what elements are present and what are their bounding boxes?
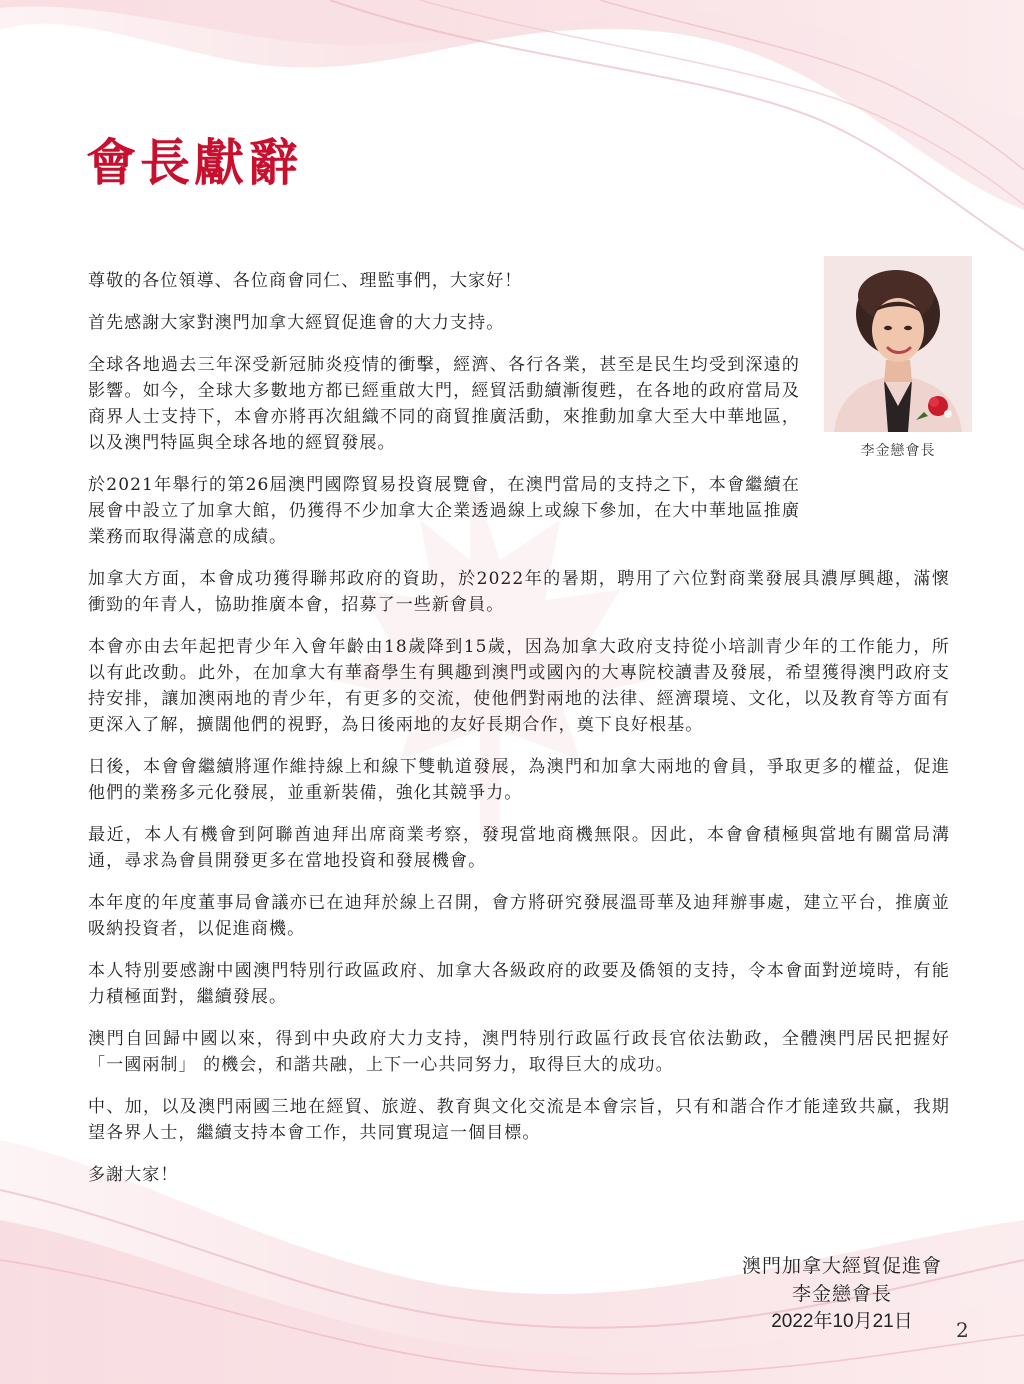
paragraph-pandemic: 全球各地過去三年深受新冠肺炎疫情的衝擊，經濟、各行各業，甚至是民生均受到深遠的影響。如今，全球大多數地方都已經重啟大門，經貿活動續漸復甦，在各地的政府當局及商界人士支持下，本會亦將再次組織不同的商貿推廣活動，來推動加拿大至大中華地區，以及澳門特區與全球各地的經貿發展。 <box>88 355 800 453</box>
page-number: 2 <box>956 1318 969 1342</box>
paragraph-greeting: 尊敬的各位領導、各位商會同仁、理監事們，大家好！ <box>88 271 523 291</box>
signature-block <box>742 1252 942 1336</box>
paragraph-dubai-visit: 最近，本人有機會到阿聯酋迪拜出席商業考察，發現當地商機無限。因此，本會會積極與當地有關當局溝通，尋求為會員開發更多在當地投資和發展機會。 <box>88 825 950 871</box>
message-body <box>88 268 950 1204</box>
page-title: 會長獻辭 <box>86 133 302 192</box>
signature-date: 2022年10月21日 <box>771 1311 913 1332</box>
paragraph-expo: 於2021年舉行的第26屆澳門國際貿易投資展覽會，在澳門當局的支持之下，本會繼續在展會中設立了加拿大館，仍獲得不少加拿大企業透過線上或線下參加，在大中華地區推廣業務而取得滿意的成績。 <box>88 475 800 547</box>
president-photo <box>824 256 972 432</box>
paragraph-canada-funding: 加拿大方面，本會成功獲得聯邦政府的資助，於2022年的暑期，聘用了六位對商業發展具濃厚興趣，滿懷衝勁的年青人，協助推廣本會，招募了一些新會員。 <box>88 569 950 615</box>
paragraph-closing: 多謝大家！ <box>88 1165 179 1185</box>
signature-name: 李金戀會長 <box>791 1283 892 1305</box>
photo-caption: 李金戀會長 <box>860 443 936 459</box>
paragraph-youth: 本會亦由去年起把青少年入會年齡由18歲降到15歲，因為加拿大政府支持從小培訓青少年的工作能力，所以有此改動。此外，在加拿大有華裔學生有興趣到澳門或國內的大專院校讀書及發展，希望獲得澳門政府支持安排，讓加澳兩地的青少年，有更多的交流，使他們對兩地的法律、經濟環境、文化，以及教育等方面有更深入了解，擴闊他們的視野，為日後兩地的友好長期合作，奠下良好根基。 <box>88 637 950 735</box>
paragraph-future: 日後，本會會繼續將運作維持線上和線下雙軌道發展，為澳門和加拿大兩地的會員，爭取更多的權益，促進他們的業務多元化發展，並重新裝備，強化其競爭力。 <box>88 757 950 803</box>
paragraph-board-meeting: 本年度的年度董事局會議亦已在迪拜於線上召開，會方將研究發展溫哥華及迪拜辦事處，建立平台，推廣並吸納投資者，以促進商機。 <box>88 893 950 939</box>
signature-organization: 澳門加拿大經貿促進會 <box>741 1255 942 1277</box>
paragraph-gratitude: 本人特別要感謝中國澳門特別行政區政府、加拿大各級政府的政要及僑領的支持，令本會面對逆境時，有能力積極面對，繼續發展。 <box>88 961 950 1007</box>
paragraph-mission: 中、加，以及澳門兩國三地在經貿、旅遊、教育與文化交流是本會宗旨，只有和諧合作才能達致共赢，我期望各界人士，繼續支持本會工作，共同實現這一個目標。 <box>88 1097 950 1143</box>
paragraph-macau-return: 澳門自回歸中國以來，得到中央政府大力支持，澳門特別行政區行政長官依法勤政，全體澳門居民把握好「一國兩制」 的機会，和諧共融，上下一心共同努力，取得巨大的成功。 <box>88 1029 950 1075</box>
paragraph-thanks: 首先感謝大家對澳門加拿大經貿促進會的大力支持。 <box>88 313 505 333</box>
